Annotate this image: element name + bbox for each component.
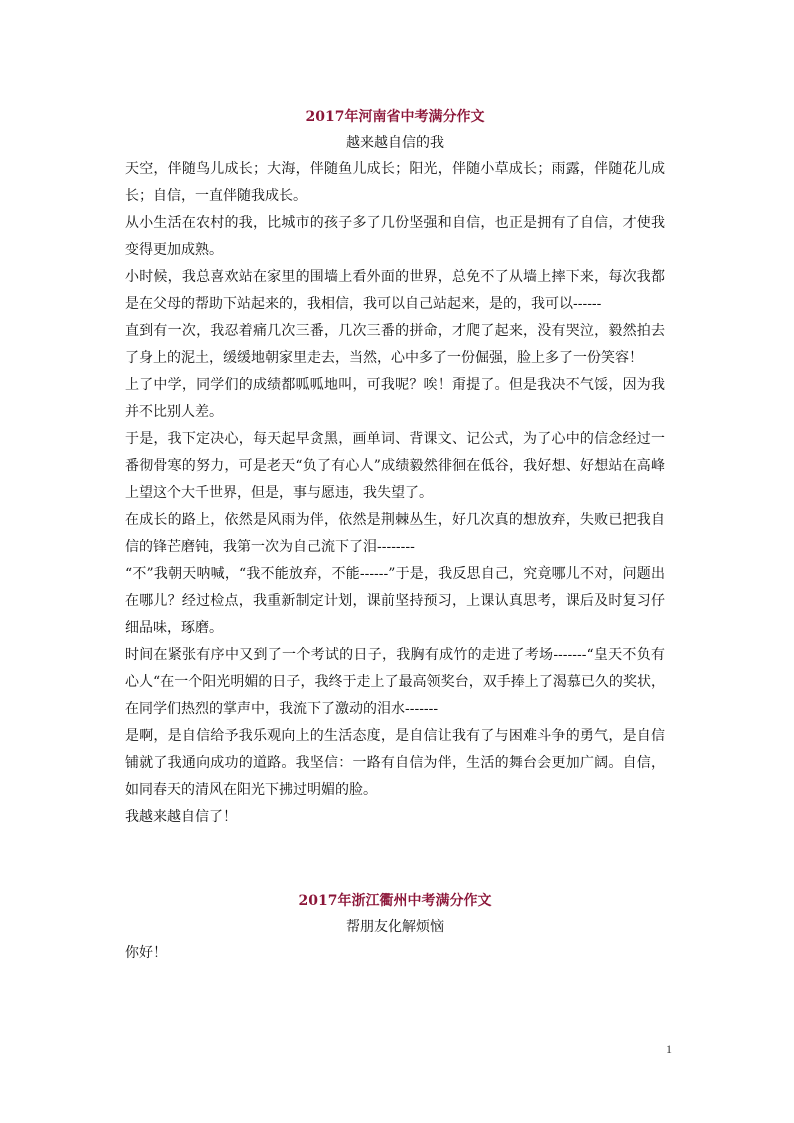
paragraph: 从小生活在农村的我，比城市的孩子多了几份坚强和自信，也正是拥有了自信，才使我变得更加成熟。 <box>125 215 665 258</box>
paragraph: 我越来越自信了！ <box>125 809 237 825</box>
essay-henan <box>125 104 665 831</box>
paragraph: 是啊，是自信给予我乐观向上的生活态度，是自信让我有了与困难斗争的勇气，是自信铺就了我通向成功的道路。我坚信：一路有自信为伴，生活的舞台会更加广阔。自信，如同春天的清风在阳光下拂过明媚的脸。 <box>125 728 665 798</box>
essay-title: 越来越自信的我 <box>346 135 444 151</box>
paragraph: 上了中学，同学们的成绩都呱呱地叫，可我呢？唉！甭提了。但是我决不气馁，因为我并不比别人差。 <box>125 377 665 420</box>
paragraph: 在成长的路上，依然是风雨为伴，依然是荆棘丛生，好几次真的想放弃，失败已把我自信的锋芒磨钝，我第一次为自己流下了泪-------- <box>125 512 665 555</box>
essay-heading: 2017年河南省中考满分作文 <box>305 109 485 125</box>
paragraph: 天空，伴随鸟儿成长；大海，伴随鱼儿成长；阳光，伴随小草成长；雨露，伴随花儿成长；自信，一直伴随我成长。 <box>125 161 665 204</box>
essay-heading: 2017年浙江衢州中考满分作文 <box>298 893 492 909</box>
paragraph: 直到有一次，我忍着痛几次三番，几次三番的拼命，才爬了起来，没有哭泣，毅然拍去了身上的泥土，缓缓地朝家里走去，当然，心中多了一份倔强，脸上多了一份笑容！ <box>125 323 665 366</box>
paragraph: 于是，我下定决心，每天起早贪黑，画单词、背课文、记公式，为了心中的信念经过一番彻骨寒的努力，可是老天“负了有心人”成绩毅然徘徊在低谷，我好想、好想站在高峰上望这个大千世界，但是，事与愿违，我失望了。 <box>125 431 665 501</box>
paragraph: 小时候，我总喜欢站在家里的围墙上看外面的世界，总免不了从墙上摔下来，每次我都是在父母的帮助下站起来的，我相信，我可以自己站起来，是的，我可以------ <box>125 269 665 312</box>
essay-quzhou <box>125 888 665 967</box>
paragraph: “不”我朝天呐喊，“我不能放弃，不能------”于是，我反思自己，究竟哪儿不对，问题出在哪儿？经过检点，我重新制定计划，课前坚持预习，上课认真思考，课后及时复习仔细品味，琢磨。 <box>125 566 665 636</box>
page-number: 1 <box>666 1042 672 1056</box>
essay-title: 帮朋友化解烦恼 <box>346 919 444 935</box>
paragraph: 你好！ <box>125 945 167 961</box>
paragraph: 时间在紧张有序中又到了一个考试的日子，我胸有成竹的走进了考场-------“皇天不负有心人“在一个阳光明媚的日子，我终于走上了最高领奖台，双手捧上了渴慕已久的奖状，在同学们热烈的掌声中，我流下了激动的泪水------- <box>125 647 665 717</box>
